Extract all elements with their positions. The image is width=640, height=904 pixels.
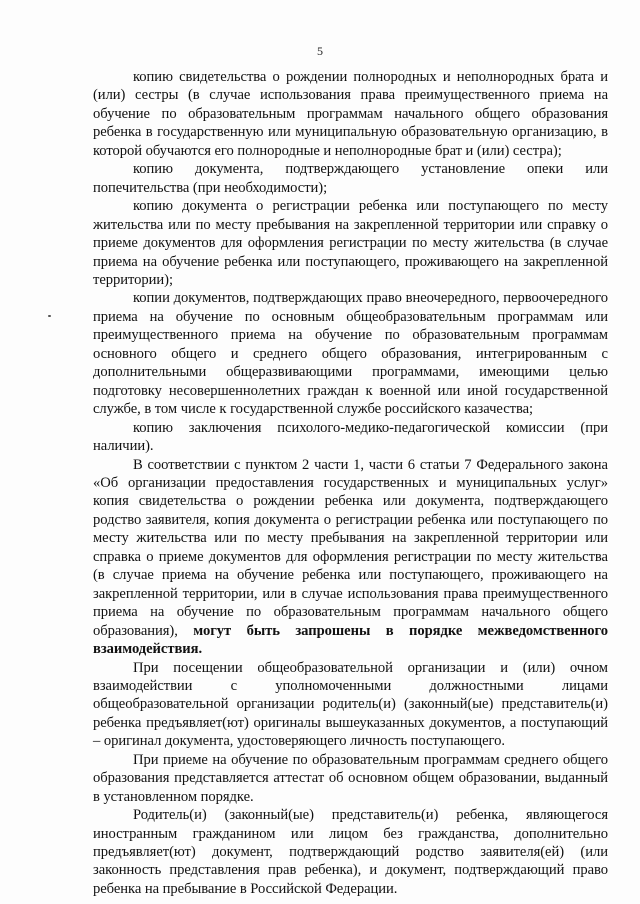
paragraph bbox=[93, 659, 608, 751]
margin-mark bbox=[48, 315, 51, 317]
bold-text-segment: могут быть запрошены в порядке межведомственного взаимодействия. bbox=[93, 622, 609, 658]
paragraph bbox=[93, 289, 608, 418]
page-number: 5 bbox=[317, 44, 323, 58]
paragraph bbox=[93, 751, 608, 806]
paragraph bbox=[93, 806, 608, 898]
paragraph bbox=[93, 160, 608, 197]
paragraph bbox=[93, 68, 608, 160]
text-segment: копию свидетельства о рождении полнородных и неполнородных брата и (или) сестры (в случае использования права преимущественного приема на обучение по образовательным программам начального общего образования ребенка в государственную или муниципальную образовательную организацию, в которой обучаются его полнородные и неполнородные брат и (или) сестра); bbox=[93, 69, 608, 159]
text-segment: Родитель(и) (законный(ые) представитель(и) ребенка, являющегося иностранным гражданином или лицом без гражданства, дополнительно предъявляет(ют) документ, подтверждающий родство заявителя(ей) (или законность представления прав ребенка), и документ, подтверждающий право ребенка на пребывание в Российской Федерации. bbox=[93, 807, 608, 897]
text-segment: копии документов, подтверждающих право внеочередного, первоочередного приема на обучение по основным общеобразовательным программам или преимущественного приема на обучение по образовательным программам основного общего и среднего общего образования, интегрированным с дополнительными общеразвивающими программами, имеющими целью подготовку несовершеннолетних граждан к военной или иной государственной службе, в том числе к государственной службе российского казачества; bbox=[93, 290, 608, 418]
paragraph bbox=[93, 419, 608, 456]
text-segment: копию заключения психолого-медико-педагогической комиссии (при наличии). bbox=[93, 419, 608, 455]
text-segment: В соответствии с пунктом 2 части 1, части 6 статьи 7 Федерального закона «Об организации предоставления государственных и муниципальных услуг» копия свидетельства о рождении ребенка или документа, подтверждающего родство заявителя, копия документа о регистрации ребенка или поступающего по месту жительства или по месту пребывания на закрепленной территории или справка о приеме документов для оформления регистрации по месту жительства (в случае приема на обучение ребенка или поступающего, проживающего на закрепленной территории, или в случае использования права преимущественного приема на обучение по образовательным программам начального общего образования), bbox=[93, 456, 608, 639]
text-segment: копию документа о регистрации ребенка или поступающего по месту жительства или по месту пребывания на закрепленной территории или справку о приеме документов для оформления регистрации по месту жительства (в случае приема на обучение ребенка или поступающего, проживающего на закрепленной территории); bbox=[93, 198, 608, 288]
text-segment: копию документа, подтверждающего установление опеки или попечительства (при необходимости); bbox=[93, 161, 608, 196]
text-segment: При посещении общеобразовательной организации и (или) очном взаимодействии с уполномоченными должностными лицами общеобразовательной организации родитель(и) (законный(ые) представитель(и) ребенка предъявляет(ют) оригиналы вышеуказанных документов, а поступающий – оригинал документа, удостоверяющего личность поступающего. bbox=[93, 659, 608, 750]
text-segment: При приеме на обучение по образовательным программам среднего общего образования представляется аттестат об основном общем образовании, выданный в установленном порядке. bbox=[93, 751, 608, 805]
paragraph bbox=[93, 197, 608, 289]
paragraph bbox=[93, 456, 608, 659]
document-body bbox=[93, 68, 608, 898]
